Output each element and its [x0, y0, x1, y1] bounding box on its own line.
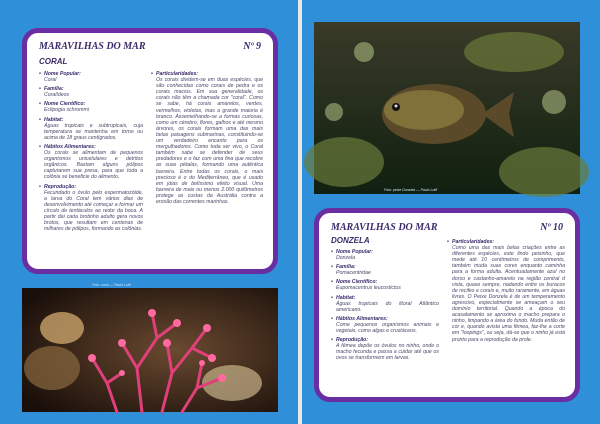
card-header: [331, 222, 563, 233]
particularities-text: Os corais dividem-se em duas espécies, que são conhecidas como corais de pedra e os corais macios. Em sua generalidade, os corais não têm a chamada cor "coral". Como se sabe, há corais amarelos, verdes, vermelhos, violetas, mas a grande maioria é branco. Assemelhando-se a formas curiosas, como um cérebro, flores, galhos e até mesmo árvores, os corais formam uma das mais belas paisagens submarinas, constituindo-se um verdadeiro encanto para os mergulhadores. Como toda ser vivo, o Coral também sabe se defender de seus predadores e o faz com uma fina que recobre as suas pétalas, formando uma autêntica barreira. Entre todas os corais, o mais precioso é o do Mediterrâneo, que é usado em jóias de belíssimo efeito visual. Uma barreira de mais ou menos 2.000 quilômetros protege as costas da Austrália contra a erosão das correntes marinhas.: [156, 77, 263, 205]
species-name: DONZELA: [331, 236, 370, 245]
info-item: • Hábitos Alimentares: Os corais se alimentam de pequenos organismos unicelulares e detritos orgânicos. Bastam alguns pólipos capturarem sua presa, para que toda a colônia se beneficie do alimento.: [39, 144, 143, 181]
card-header: [39, 41, 261, 52]
info-item: • Habitat: Águas tropicais e subtropicais, cuja temperatura se mantenha em torno ou acima de 18 graus centígrados.: [39, 117, 143, 141]
info-item: • Nome Popular: Donzela: [331, 249, 439, 261]
info-item: • Família: Coralídeos: [39, 86, 143, 98]
info-column-2: [151, 71, 263, 205]
damselfish-photo: [314, 22, 580, 194]
info-item: • Nome Científico: Eupomacentrus leucostictus: [331, 279, 439, 291]
info-item: • Hábitos Alimentares: Come pequenos organismos animais e vegetais, como algas e crustáceos.: [331, 316, 439, 334]
info-item: • Nome Científico: Eclipogia schrommi: [39, 101, 143, 113]
info-column-1: [39, 71, 143, 235]
particularities-text: Como uma das mais belas criações entre as diferentes espécies, este lindo peixinho, que mede até 10 centímetros de comprimento, também muda suas cores enquanto caminha para a forma adulta. Acentuadamente azul no dorso e castanho-amarelo na região central d vista, quase sempre, nadando entre os buracos de recifes e corais e, muito raramente, em águas livres. O Peixe Donzela é de um temperamento agressivo, especialmente se ameaçam o seu domínio territorial. Quando a época do acasalamento se aproxima o macho prepara o ninho, limpando a área do fundo. Muda então de cor e, quando avista uma fêmea, faz-lhe a corte em "loopings", ou seja, dá-se que o ninho já está pronto para a reprodução da prole.: [452, 245, 565, 343]
coral-illustration: [22, 288, 278, 412]
fish-illustration: [314, 22, 580, 194]
particularities-label: • Particularidades:: [151, 71, 263, 77]
info-column-2: [447, 239, 565, 343]
info-item: • Habitat: Águas tropicais do litoral Atlântico americano.: [331, 295, 439, 313]
fish-photo-caption: Foto: peixe Donzela — Paulo Lutfi: [384, 188, 438, 192]
info-item: • Família: Pomacentridae: [331, 264, 439, 276]
info-item: • Reprodução: Fecundado o óvulo pelo espermatozóide, a larva do Coral tem vários dias de desenvolvimento até começar a formar um círculo de tentáculos ao redor da boca. A partir dai cada brotinho adulto gera novos brotos, que resultam em centenas de milhares de pólipos, formando as colônias.: [39, 184, 143, 233]
card-title: MARAVILHAS DO MAR: [331, 222, 438, 233]
card-title: MARAVILHAS DO MAR: [39, 41, 146, 52]
donzela-info-card: [314, 208, 580, 402]
coral-photo-caption: Foto: coral — Paulo Lutfi: [92, 283, 131, 287]
card-number: Nº 10: [540, 222, 563, 233]
coral-photo: [22, 283, 278, 412]
info-item: • Nome Popular: Coral: [39, 71, 143, 83]
coral-info-card: [22, 28, 278, 274]
info-item: • Reprodução: A fêmea depõe os óvulos no ninho, onde o macho fecunda e passa a cuidar até que os ovos se transformem em larvas.: [331, 337, 439, 361]
info-column-1: [331, 249, 439, 365]
species-name: CORAL: [39, 57, 68, 66]
particularities-label: • Particularidades:: [447, 239, 565, 245]
card-number: Nº 9: [243, 41, 261, 52]
